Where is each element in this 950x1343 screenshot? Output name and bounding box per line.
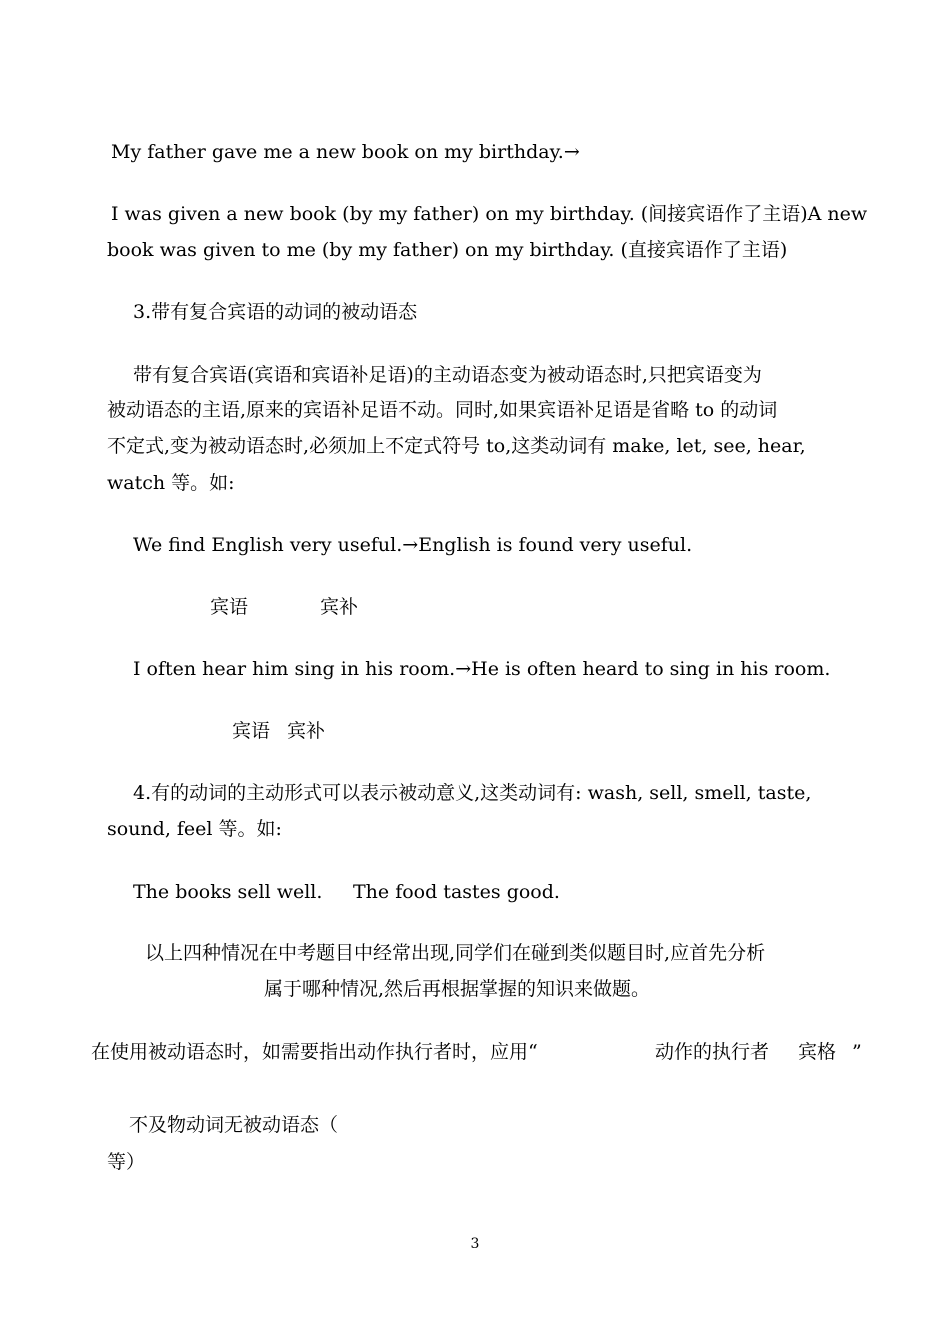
note-agent-part-2: 动作的执行者 bbox=[655, 1041, 770, 1063]
example-2-complement-label: 宾补 bbox=[320, 596, 359, 618]
note-agent-part-4: ” bbox=[852, 1041, 862, 1063]
page-number: 3 bbox=[470, 1236, 480, 1252]
example-4-a: The books sell well. bbox=[133, 881, 323, 903]
section-3-paragraph-line-1: 带有复合宾语(宾语和宾语补足语)的主动语态变为被动语态时,只把宾语变为 bbox=[133, 364, 762, 386]
intransitive-note-line-2: 等） bbox=[107, 1151, 146, 1173]
section-3-paragraph-line-4: watch 等。如: bbox=[107, 472, 235, 494]
example-1-active: My father gave me a new book on my birthday.→ bbox=[111, 141, 580, 163]
example-1-passive-line-2: book was given to me (by my father) on my birthday. (直接宾语作了主语) bbox=[107, 239, 788, 261]
summary-line-1: 以上四种情况在中考题目中经常出现,同学们在碰到类似题目时,应首先分析 bbox=[145, 942, 766, 964]
summary-line-2: 属于哪种情况,然后再根据掌握的知识来做题。 bbox=[264, 978, 651, 1000]
example-1-passive-line-1: I was given a new book (by my father) on my birthday. (间接宾语作了主语)A new bbox=[111, 203, 868, 225]
section-3-paragraph-line-3: 不定式,变为被动语态时,必须加上不定式符号 to,这类动词有 make, let, see, hear, bbox=[107, 435, 806, 457]
section-3-heading: 3.带有复合宾语的动词的被动语态 bbox=[133, 301, 418, 323]
example-3-object-label: 宾语 bbox=[232, 720, 271, 742]
section-3-paragraph-line-2: 被动语态的主语,原来的宾语补足语不动。同时,如果宾语补足语是省略 to 的动词 bbox=[107, 399, 778, 421]
example-3-complement-label: 宾补 bbox=[287, 720, 326, 742]
note-agent-part-1: 在使用被动语态时，如需要指出动作执行者时，应用“ bbox=[91, 1041, 538, 1063]
example-2-object-label: 宾语 bbox=[210, 596, 249, 618]
intransitive-note-line-1: 不及物动词无被动语态（ bbox=[129, 1114, 339, 1136]
section-4-line-2: sound, feel 等。如: bbox=[107, 818, 282, 840]
note-agent-part-3: 宾格 bbox=[798, 1041, 837, 1063]
example-4-b: The food tastes good. bbox=[353, 881, 560, 903]
section-4-line-1: 4.有的动词的主动形式可以表示被动意义,这类动词有: wash, sell, smell, taste, bbox=[133, 782, 812, 804]
example-3: I often hear him sing in his room.→He is often heard to sing in his room. bbox=[133, 658, 831, 680]
example-2: We find English very useful.→English is found very useful. bbox=[133, 534, 693, 556]
